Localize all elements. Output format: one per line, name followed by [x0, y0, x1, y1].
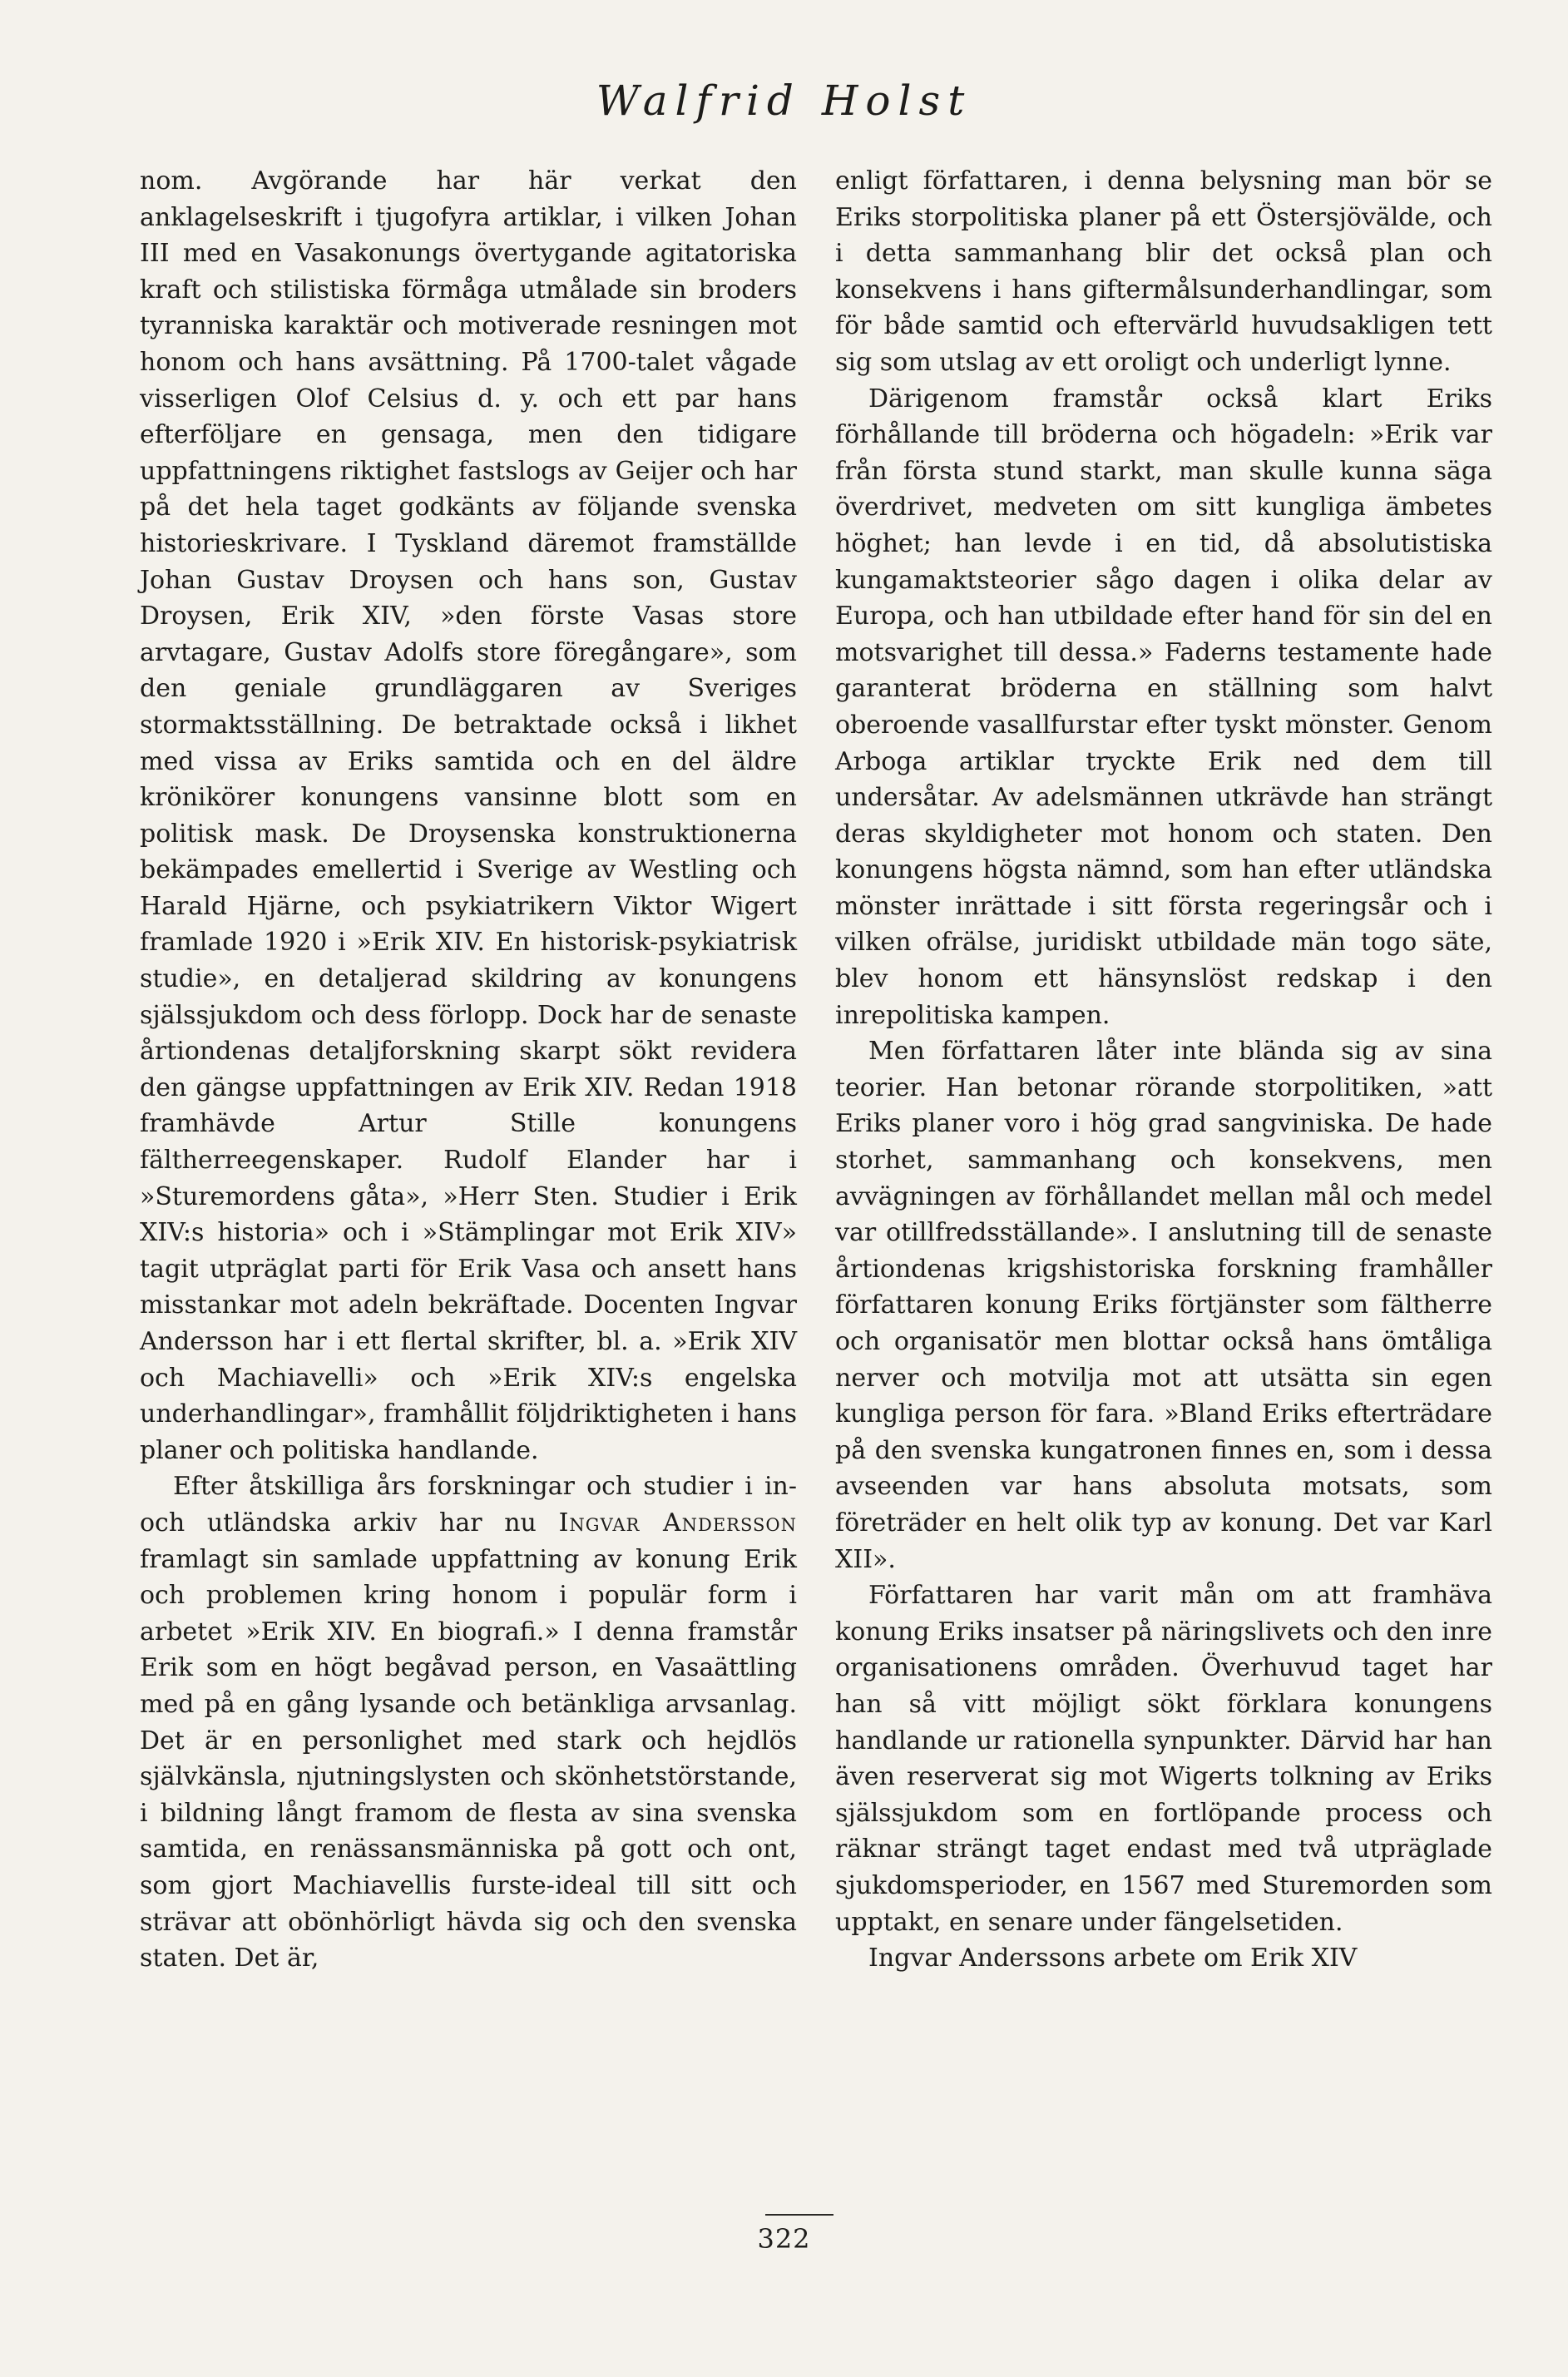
- paragraph: [140, 1468, 797, 1976]
- running-header: Walfrid Holst: [596, 77, 972, 125]
- right-column: [835, 163, 1492, 1977]
- page-number: 322: [757, 2223, 811, 2255]
- footer-rule: [765, 2214, 833, 2216]
- paragraph: enligt författaren, i denna belysning man bör se Eriks storpolitiska planer på ett Östersjövälde, och i detta sammanhang blir det också plan och konsekvens i hans giftermålsunderhandlingar, som för både samtid och eftervärld huvudsakligen tett sig som utslag av ett oroligt och underligt lynne.: [835, 166, 1492, 377]
- paragraph-text: framlagt sin samlade uppfattning av konung Erik och problemen kring honom i populär form i arbetet »Erik XIV. En biografi.» I denna framstår Erik som en högt begåvad person, en Vasaättling med på en gång lysande och betänkliga arvsanlag. Det är en personlighet med stark och hejdlös självkänsla, njutningslysten och skönhetstörstande, i bildning långt framom de flesta av sina svenska samtida, en renässansmänniska på gott och ont, som gjort Machiavellis furste-ideal till sitt och strävar att obönhörligt hävda sig och den svenska staten. Det är,: [140, 1544, 797, 1973]
- paragraph: nom. Avgörande har här verkat den anklagelseskrift i tjugofyra artiklar, i vilken Johan III med en Vasakonungs övertygande agitatoriska kraft och stilistiska förmåga utmålade sin broders tyranniska karaktär och motiverade resningen mot honom och hans avsättning. På 1700-talet vågade visserligen Olof Celsius d. y. och ett par hans efterföljare en gensaga, men den tidigare uppfattningens riktighet fastslogs av Geijer och har på det hela taget godkänts av följande svenska historieskrivare. I Tyskland däremot framställde Johan Gustav Droysen och hans son, Gustav Droysen, Erik XIV, »den förste Vasas store arvtagare, Gustav Adolfs store föregångare», som den geniale grundläggaren av Sveriges stormaktsställning. De betraktade också i likhet med vissa av Eriks samtida och en del äldre krönikörer konungens vansinne blott som en politisk mask. De Droysenska konstruktionerna bekämpades emellertid i Sverige av Westling och Harald Hjärne, och psykiatrikern Viktor Wigert framlade 1920 i »Erik XIV. En historisk-psykiatrisk studie», en detaljerad skildring av konungens själssjukdom och dess förlopp. Dock har de senaste årtiondenas detaljforskning skarpt sökt revidera den gängse uppfattningen av Erik XIV. Redan 1918 framhävde Artur Stille konungens fältherreegenskaper. Rudolf Elander har i »Sturemordens gåta», »Herr Sten. Studier i Erik XIV:s historia» och i »Stämplingar mot Erik XIV» tagit utpräglat parti för Erik Vasa och ansett hans misstankar mot adeln bekräftade. Docenten Ingvar Andersson har i ett flertal skrifter, bl. a. »Erik XIV och Machiavelli» och »Erik XIV:s engelska underhandlingar», framhållit följdriktigheten i hans planer och politiska handlande.: [140, 166, 797, 1465]
- author-name: Ingvar Andersson: [558, 1508, 797, 1538]
- paragraph: Därigenom framstår också klart Eriks förhållande till bröderna och högadeln: »Erik var från första stund starkt, man skulle kunna säga överdrivet, medveten om sitt kungliga ämbetes höghet; han levde i en tid, då absolutistiska kungamaktsteorier sågo dagen i olika delar av Europa, och han utbildade efter hand för sin del en motsvarighet till dessa.» Faderns testamente hade garanterat bröderna en ställning som halvt oberoende vasallfurstar efter tyskt mönster. Genom Arboga artiklar tryckte Erik ned dem till undersåtar. Av adelsmännen utkrävde han strängt deras skyldigheter mot honom och staten. Den konungens högsta nämnd, som han efter utländska mönster inrättade i sitt första regeringsår och i vilken ofrälse, juridiskt utbildade män togo säte, blev honom ett hänsynslöst redskap i den inrepolitiska kampen.: [835, 384, 1492, 1030]
- left-column: [140, 163, 797, 1977]
- paragraph: Författaren har varit mån om att framhäva konung Eriks insatser på näringslivets och den inre organisationens områden. Överhuvud taget har han så vitt möjligt sökt förklara konungens handlande ur rationella synpunkter. Därvid har han även reserverat sig mot Wigerts tolkning av Eriks själssjukdom som en fortlöpande process och räknar strängt taget endast med två utpräglade sjukdomsperioder, en 1567 med Sturemorden som upptakt, en senare under fängelsetiden.: [835, 1581, 1492, 1937]
- paragraph-text: Efter åtskilliga års forskningar och studier i in- och utländska arkiv har nu: [140, 1472, 797, 1538]
- paragraph: Men författaren låter inte blända sig av sina teorier. Han betonar rörande storpolitiken, »att Eriks planer voro i hög grad sangviniska. De hade storhet, sammanhang och konsekvens, men avvägningen av förhållandet mellan mål och medel var otillfredsställande». I anslutning till de senaste årtiondenas krigshistoriska forskning framhåller författaren konung Eriks förtjänster som fältherre och organisatör men blottar också hans ömtåliga nerver och motvilja mot att utsätta sin egen kungliga person för fara. »Bland Eriks efterträdare på den svenska kungatronen finnes en, som i dessa avseenden var hans absoluta motsats, som företräder en helt olik typ av konung. Det var Karl XII».: [835, 1037, 1492, 1574]
- paragraph: Ingvar Anderssons arbete om Erik XIV: [868, 1944, 1358, 1973]
